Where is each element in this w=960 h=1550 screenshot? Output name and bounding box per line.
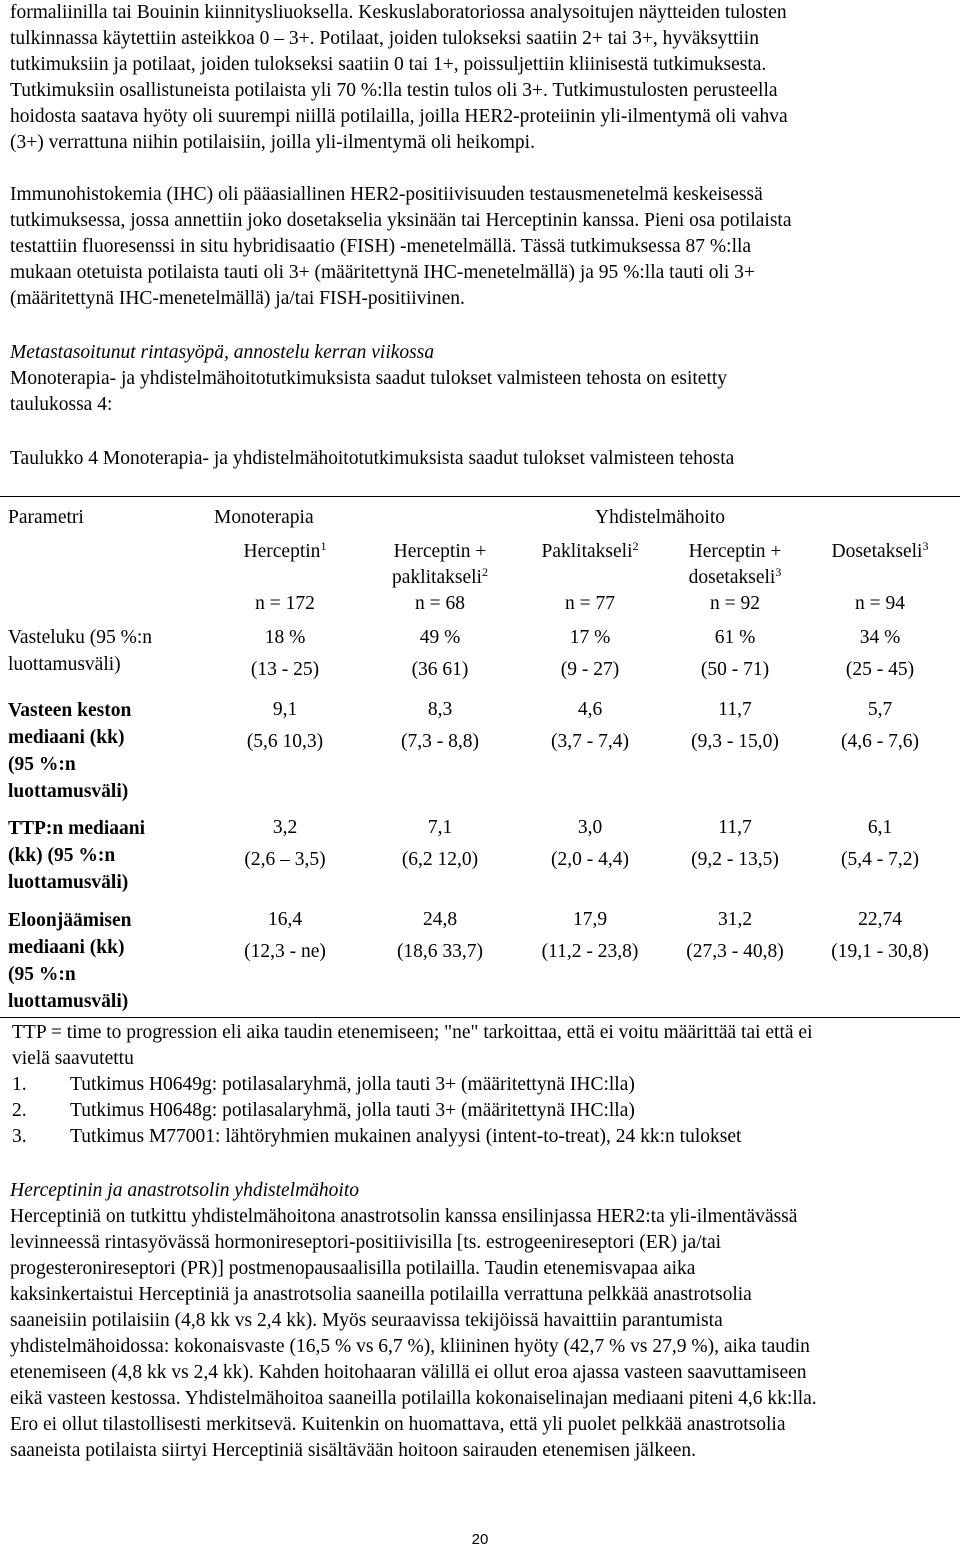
col-header-herceptin-dosetakseli: Herceptin + dosetakseli$^3$	[688, 541, 782, 588]
text-line: tulkinnassa käytettiin asteikkoa 0 – 3+. Potilaat, joiden tulokseksi saatiin 2+ tai 3+, hyväksyttiin	[10, 28, 759, 49]
table-cell: 31,2 (27,3 - 40,8)	[686, 909, 784, 962]
section-heading-metastatic: Metastasoitunut rintasyöpä, annostelu kerran viikossa	[10, 342, 435, 363]
text-line: tutkimuksessa, jossa annettiin joko dosetakselia yksinään tai Herceptinin kanssa. Pieni osa potilaista	[10, 210, 792, 231]
col-header-dosetakseli: Dosetakseli$^3$	[831, 539, 929, 562]
col-n-herceptin: n = 172	[255, 593, 315, 614]
table-cell: 11,7 (9,3 - 15,0)	[691, 699, 779, 752]
text-line: etenemiseen (4,8 kk vs 2,4 kk). Kahden hoitohaaran välillä ei ollut eroa ajassa vasteen saavuttamiseen	[10, 1362, 807, 1383]
ttp-note: TTP = time to progression eli aika taudin etenemiseen; "ne" tarkoittaa, että ei voitu määrittää tai että ei vielä saavutettu	[12, 1022, 813, 1069]
text-line: Ero ei ollut tilastollisesti merkitsevä. Kuitenkin on huomattava, että yli puolet pelkkää anastrotsolia	[10, 1414, 786, 1435]
text-line: Immunohistokemia (IHC) oli pääasiallinen HER2-positiivisuuden testausmenetelmä keskeisessä	[10, 184, 763, 205]
footnote-3: 3. Tutkimus M77001: lähtöryhmien mukainen analyysi (intent-to-treat), 24 kk:n tulokset	[12, 1126, 742, 1147]
ihc-paragraph	[10, 182, 955, 312]
text-line: (määritettynä IHC-menetelmällä) ja/tai FISH-positiivinen.	[10, 288, 465, 309]
col-n-herceptin-paklitakseli: n = 68	[415, 593, 465, 614]
section-heading-anastrozole: Herceptinin ja anastrotsolin yhdistelmähoito	[10, 1180, 359, 1201]
col-header-herceptin-paklitakseli: Herceptin + paklitakseli$^2$	[392, 541, 488, 588]
table-cell: 17 % (9 - 27)	[560, 627, 620, 680]
row-label-vasteluku: Vasteluku (95 %:n luottamusväli)	[8, 627, 153, 675]
text-line: Monoterapia- ja yhdistelmähoitotutkimuksista saadut tulokset valmisteen tehosta on esitetty	[10, 368, 728, 389]
footnote-1: 1. Tutkimus H0649g: potilasalaryhmä, jolla tauti 3+ (määritettynä IHC:lla)	[12, 1074, 635, 1095]
table-cell: 11,7 (9,2 - 13,5)	[691, 817, 779, 870]
text-line: yhdistelmähoidossa: kokonaisvaste (16,5 % vs 6,7 %), kliininen hyöty (42,7 % vs 27,9 %), aika taudin	[10, 1336, 810, 1357]
anastrozole-paragraph	[10, 1204, 955, 1464]
table-cell: 3,2 (2,6 – 3,5)	[244, 817, 326, 870]
table-cell: 3,0 (2,0 - 4,4)	[551, 817, 629, 870]
table-cell: 16,4 (12,3 - ne)	[244, 909, 326, 962]
table-cell: 18 % (13 - 25)	[250, 627, 320, 680]
text-line: saaneisiin potilaisiin (4,8 kk vs 2,4 kk). Myös seuraavissa tekijöissä havaittiin parantumista	[10, 1310, 723, 1331]
intro-paragraph	[10, 0, 955, 156]
table-bottom-rule	[0, 1017, 960, 1018]
col-header-paklitakseli: Paklitakseli$^2$	[541, 539, 639, 562]
table-top-rule	[0, 496, 960, 497]
table-caption: Taulukko 4 Monoterapia- ja yhdistelmähoitotutkimuksista saadut tulokset valmisteen tehosta	[10, 448, 735, 469]
text-line: Tutkimuksiin osallistuneista potilaista yli 70 %:lla testin tulos oli 3+. Tutkimustulosten perusteella	[10, 80, 778, 101]
col-n-paklitakseli: n = 77	[565, 593, 615, 614]
text-line: progesteronireseptori (PR)] postmenopausaalisilla potilailla. Taudin etenemisvapaa aika	[10, 1258, 696, 1279]
col-header-herceptin: Herceptin$^1$	[243, 539, 327, 562]
text-line: mukaan otetuista potilaista tauti oli 3+ (määritettynä IHC-menetelmällä) ja 95 %:lla tauti oli 3+	[10, 262, 755, 283]
header-parametri: Parametri	[8, 507, 84, 528]
meta-paragraph	[10, 366, 955, 418]
table-cell: 9,1 (5,6 10,3)	[246, 699, 324, 752]
text-line: (3+) verrattuna niihin potilaisiin, joilla yli-ilmentymä oli heikompi.	[10, 132, 535, 153]
table-cell: 24,8 (18,6 33,7)	[396, 909, 484, 962]
table-cell: 49 % (36 61)	[411, 627, 469, 680]
row-label-vasteen-kesto: Vasteen keston mediaani (kk) (95 %:n luottamusväli)	[8, 700, 132, 802]
table-cell: 61 % (50 - 71)	[700, 627, 770, 680]
table-cell: 8,3 (7,3 - 8,8)	[401, 699, 479, 752]
text-line: Herceptiniä on tutkittu yhdistelmähoitona anastrotsolin kanssa ensilinjassa HER2:ta yli-ilmentävässä	[10, 1206, 798, 1227]
table-cell: 22,74 (19,1 - 30,8)	[831, 909, 929, 962]
header-yhdistelmahoito: Yhdistelmähoito	[595, 507, 725, 528]
text-line: levinneessä rintasyövässä hormonireseptori-positiivisilla [ts. estrogeenireseptori (ER) ja/tai	[10, 1232, 722, 1253]
text-line: eikä vasteen kestossa. Yhdistelmähoitoa saaneilla potilailla kokonaiselinajan mediaani piteni 4,6 kk:lla.	[10, 1388, 817, 1409]
table-cell: 17,9 (11,2 - 23,8)	[541, 909, 639, 962]
text-line: testattiin fluoresenssi in situ hybridisaatio (FISH) -menetelmällä. Tässä tutkimuksessa 87 %:lla	[10, 236, 752, 257]
row-label-ttp: TTP:n mediaani (kk) (95 %:n luottamusväli)	[8, 818, 146, 893]
text-line: saaneista potilaista siirtyi Herceptiniä sisältävään hoitoon sairauden etenemisen jälkeen.	[10, 1440, 697, 1461]
text-line: kaksinkertaistui Herceptiniä ja anastrotsolia saaneilla potilailla verrattuna pelkkää anastrotsolia	[10, 1284, 752, 1305]
text-line: tutkimuksiin ja potilaat, joiden tulokseksi saatiin 0 tai 1+, poissuljettiin kliinisestä tutkimuksesta.	[10, 54, 767, 75]
table-cell: 5,7 (4,6 - 7,6)	[841, 699, 919, 752]
row-label-eloonjaaminen: Eloonjäämisen mediaani (kk) (95 %:n luottamusväli)	[8, 910, 132, 1012]
table-cell: 34 % (25 - 45)	[845, 627, 915, 680]
table-cell: 4,6 (3,7 - 7,4)	[551, 699, 629, 752]
table-cell: 7,1 (6,2 12,0)	[401, 817, 479, 870]
text-line: taulukossa 4:	[10, 394, 113, 415]
table-cell: 6,1 (5,4 - 7,2)	[841, 817, 919, 870]
col-n-dosetakseli: n = 94	[855, 593, 905, 614]
text-line: hoidosta saatava hyöty oli suurempi niillä potilailla, joilla HER2-proteiinin yli-ilmentymä oli vahva	[10, 106, 788, 127]
footnote-2: 2. Tutkimus H0648g: potilasalaryhmä, jolla tauti 3+ (määritettynä IHC:lla)	[12, 1100, 635, 1121]
page-number: 20	[471, 1531, 489, 1548]
col-n-herceptin-dosetakseli: n = 92	[710, 593, 760, 614]
header-monoterapia: Monoterapia	[214, 507, 314, 528]
text-line: formaliinilla tai Bouinin kiinnitysliuoksella. Keskuslaboratoriossa analysoitujen näytteiden tulosten	[10, 2, 787, 23]
